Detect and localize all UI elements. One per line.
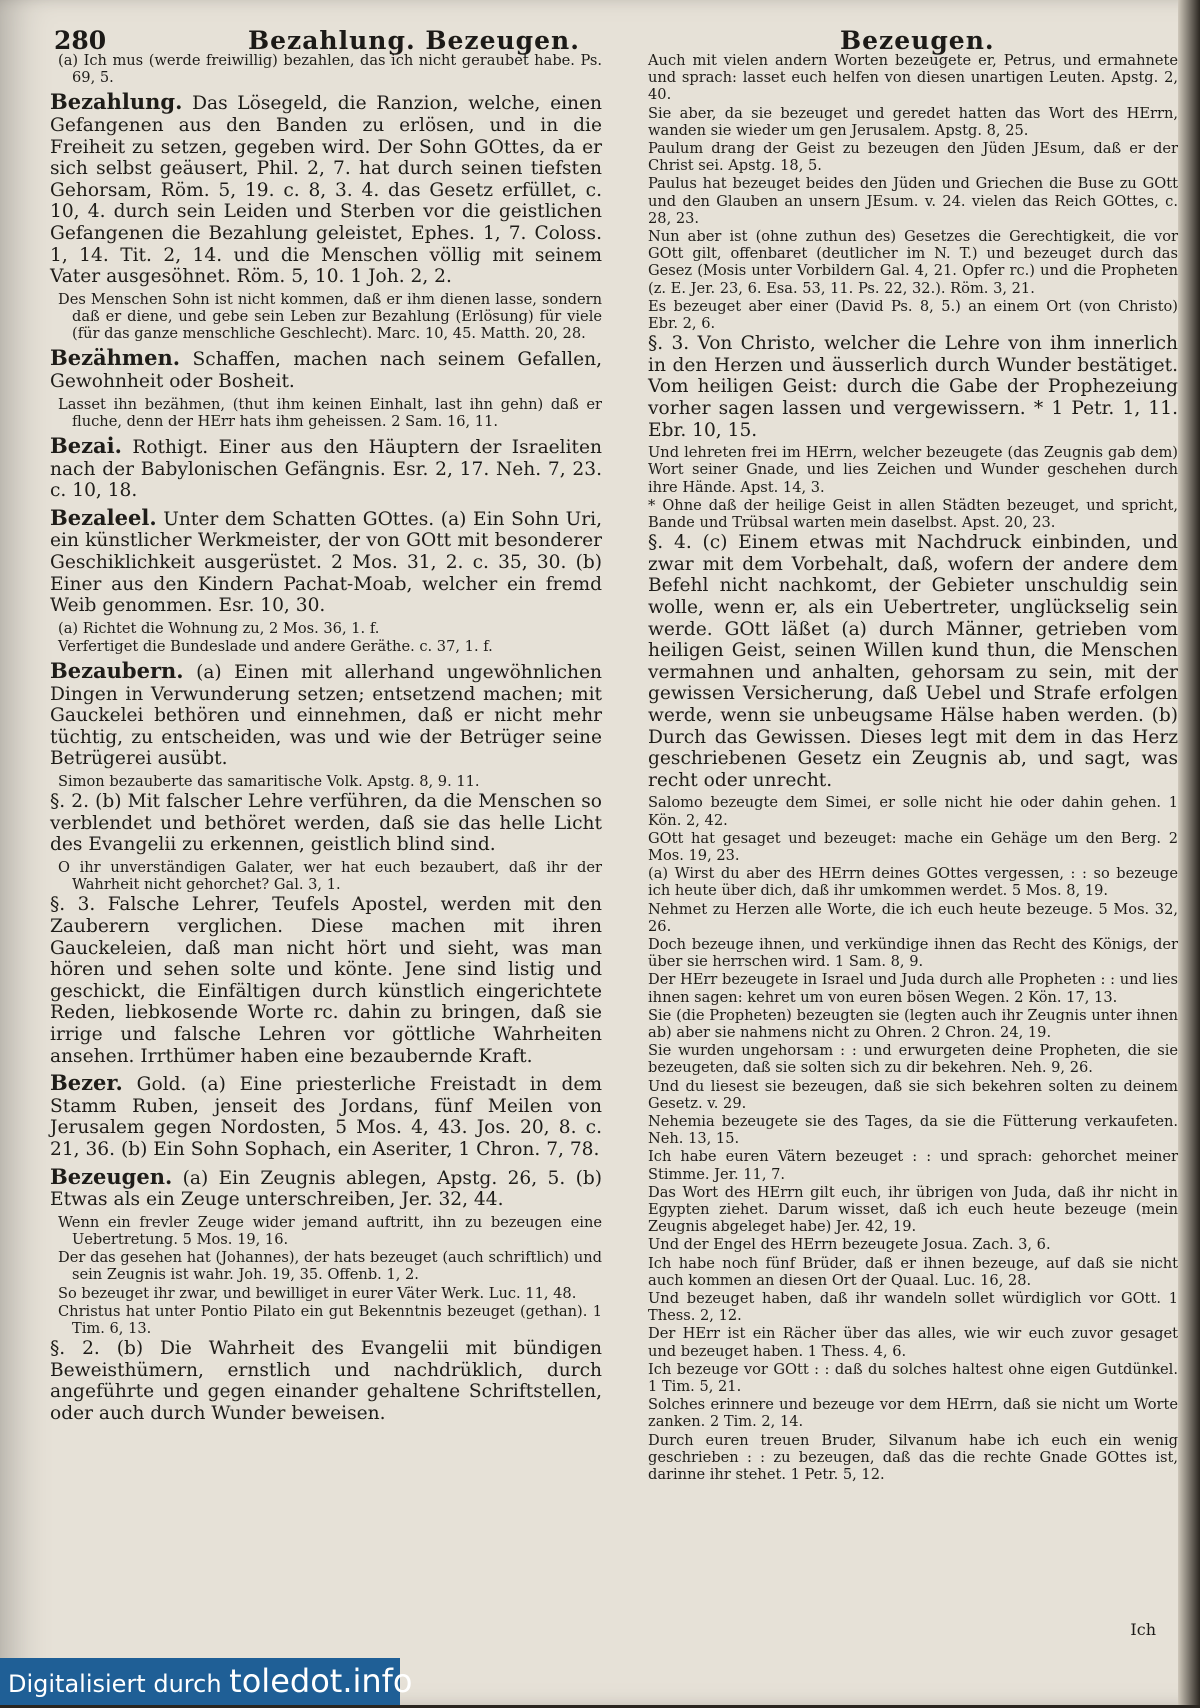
- entry-definition: Unter dem Schatten GOttes. (a) Ein Sohn Uri, ein künstlicher Werkmeister, der von GOtt mit besonderer Geschiklichkeit ausgerüstet. 2 Mos. 31, 2. c. 35, 30. (b) Einer aus den Kindern Pachat-Moab, welcher ein fremd Weib genommen. Esr. 10, 30.: [50, 508, 602, 617]
- dictionary-entry: [50, 660, 602, 770]
- dictionary-entry: [50, 347, 602, 392]
- scripture-citation: Wenn ein frevler Zeuge wider jemand auftritt, ihn zu bezeugen eine Uebertretung. 5 Mos. 19, 16.: [58, 1213, 602, 1248]
- scripture-citation: Simon bezauberte das samaritische Volk. Apstg. 8, 9. 11.: [58, 773, 480, 791]
- section-paragraph: §. 3. Von Christo, welcher die Lehre von ihm innerlich in den Herzen und äusserlich durch Wunder bestätiget. Vom heiligen Geist: durch die Gabe der Prophezeiung vorher sagen lassen und vergewissern. * 1 Petr. 1, 11. Ebr. 10, 15.: [648, 333, 1178, 441]
- page-edge-shadow: [1178, 0, 1200, 1705]
- section-paragraph: §. 2. (b) Die Wahrheit des Evangelii mit bündigen Beweisthümern, ernstlich und nachdrüklich, durch angeführte und gegen einander gehaltene Schriftstellen, oder auch durch Wunder beweisen.: [50, 1338, 602, 1424]
- entry-headword: Bezaleel.: [50, 504, 157, 530]
- dictionary-entry: [50, 1072, 602, 1160]
- scripture-citation: Lasset ihn bezähmen, (thut ihm keinen Einhalt, last ihn gehn) daß er fluche, denn der HErr hats ihm geheissen. 2 Sam. 16, 11.: [58, 395, 602, 430]
- scripture-citation: Doch bezeuge ihnen, und verkündige ihnen das Recht des Königs, der über sie herrschen wird. 1 Sam. 8, 9.: [648, 935, 1178, 971]
- scripture-citation: Paulum drang der Geist zu bezeugen den Jüden JEsum, daß er der Christ sei. Apstg. 18, 5.: [648, 140, 1178, 175]
- running-head-left: Bezahlung. Bezeugen.: [248, 26, 580, 55]
- scripture-citation: Auch mit vielen andern Worten bezeugete er, Petrus, und ermahnete und sprach: lasset euch helfen von diesen unartigen Leuten. Apstg. 2, 40.: [648, 52, 1178, 104]
- scripture-citation: Das Wort des HErrn gilt euch, ihr übrigen von Juda, daß ihr nicht in Egypten ziehet. Darum wisset, daß ich euch heute bezeuge (mein Zeugnis abgeleget habe) Jer. 42, 19.: [648, 1183, 1178, 1236]
- scripture-citation: Sie aber, da sie bezeuget und geredet hatten das Wort des HErrn, wanden sie wieder um gen Jerusalem. Apstg. 8, 25.: [648, 104, 1178, 139]
- scripture-citation: Verfertiget die Bundeslade und andere Geräthe. c. 37, 1. f.: [58, 637, 493, 655]
- scripture-citation: Nehemia bezeugete sie des Tages, da sie die Fütterung verkaufeten. Neh. 13, 15.: [648, 1113, 1178, 1148]
- scripture-citation: Nehmet zu Herzen alle Worte, die ich euch heute bezeuge. 5 Mos. 32, 26.: [648, 900, 1178, 935]
- section-paragraph: §. 3. Falsche Lehrer, Teufels Apostel, werden mit den Zauberern verglichen. Diese machen mit ihren Gauckeleien, daß man nicht hört und sieht, was man hören und sehen solte und könte. Jene sind listig und geschickt, die Einfältigen durch künstlich eingerichtete Reden, liebkosende Worte rc. dahin zu bringen, daß sie irrige und falsche Lehren vor göttliche Wahrheiten ansehen. Irrthümer haben eine bezaubernde Kraft.: [50, 894, 602, 1067]
- dictionary-entry: [50, 1163, 602, 1211]
- scripture-citation: Durch euren treuen Bruder, Silvanum habe ich euch ein wenig geschrieben : : zu bezeugen, daß das die rechte Gnade GOttes ist, darinne ihr stehet. 1 Petr. 5, 12.: [648, 1431, 1178, 1484]
- entry-headword: Bezahlung.: [50, 89, 183, 115]
- entry-definition: Rothigt. Einer aus den Häuptern der Israeliten nach der Babylonischen Gefängnis. Esr. 2, 17. Neh. 7, 23. c. 10, 18.: [50, 436, 602, 502]
- scripture-citation: Und du liesest sie bezeugen, daß sie sich bekehren solten zu deinem Gesetz. v. 29.: [648, 1077, 1178, 1112]
- left-column: [50, 52, 602, 1428]
- scripture-citation: Sie wurden ungehorsam : : und erwurgeten deine Propheten, die sie bezeugeten, daß sie solten sich zu dir bekehren. Neh. 9, 26.: [648, 1042, 1178, 1077]
- scripture-citation: Und der Engel des HErrn bezeugete Josua. Zach. 3, 6.: [648, 1236, 1051, 1254]
- entry-headword: Bezer.: [50, 1070, 123, 1096]
- entry-definition: Gold. (a) Eine priesterliche Freistadt in dem Stamm Ruben, jenseit des Jordans, fünf Meilen von Jerusalem gegen Nordosten, 5 Mos. 4, 43. Jos. 20, 8. c. 21, 36. (b) Ein Sohn Sophach, ein Aseriter, 1 Chron. 7, 78.: [50, 1074, 602, 1160]
- scripture-citation: Der HErr ist ein Rächer über das alles, wie wir euch zuvor gesaget und bezeuget haben. 1 Thess. 4, 6.: [648, 1325, 1178, 1360]
- scripture-citation: Ich bezeuge vor GOtt : : daß du solches haltest ohne eigen Gutdünkel. 1 Tim. 5, 21.: [648, 1360, 1178, 1396]
- running-head-right: Bezeugen.: [840, 26, 995, 55]
- scripture-citation: (a) Ich mus (werde freiwillig) bezahlen, das ich nicht geraubet habe. Ps. 69, 5.: [58, 52, 602, 87]
- digitization-banner[interactable]: [0, 1658, 413, 1705]
- dictionary-entry: [50, 504, 602, 617]
- scripture-citation: GOtt hat gesaget und bezeuget: mache ein Gehäge um den Berg. 2 Mos. 19, 23.: [648, 829, 1178, 864]
- section-paragraph: §. 4. (c) Einem etwas mit Nachdruck einbinden, und zwar mit dem Vorbehalt, daß, wofern der andere dem Befehl nicht nachkomt, der Gebieter unschuldig sein wolle, wenn er, als ein Uebertreter, unglückselig sein werde. GOtt läßet (a) durch Männer, getrieben vom heiligen Geist, seinen Willen kund thun, die Menschen vermahnen und anhalten, gehorsam zu sein, mit der gewissen Versicherung, daß Uebel und Strafe erfolgen werde, wenn sie unbeugsame Hälse haben werden. (b) Durch das Gewissen. Dieses legt mit dem in das Herz geschriebenen Gesetz ein Zeugnis ab, und sagt, was recht oder unrecht.: [648, 532, 1178, 791]
- scripture-citation: Des Menschen Sohn ist nicht kommen, daß er ihm dienen lasse, sondern daß er diene, und gebe sein Leben zur Bezahlung (Erlösung) für viele (für das ganze menschliche Geschlecht). Marc. 10, 45. Matth. 20, 28.: [58, 290, 602, 343]
- scripture-citation: Christus hat unter Pontio Pilato ein gut Bekenntnis bezeuget (gethan). 1 Tim. 6, 13.: [58, 1302, 602, 1337]
- entry-definition: Schaffen, machen nach seinem Gefallen, Gewohnheit oder Bosheit.: [50, 349, 602, 392]
- entry-headword: Bezeugen.: [50, 1163, 173, 1189]
- scripture-citation: Sie (die Propheten) bezeugten sie (legten auch ihr Zeugnis unter ihnen ab) aber sie nahmens nicht zu Ohren. 2 Chron. 24, 19.: [648, 1006, 1178, 1041]
- scripture-citation: Salomo bezeugte dem Simei, er solle nicht hie oder dahin gehen. 1 Kön. 2, 42.: [648, 794, 1178, 829]
- dictionary-entry: [50, 91, 602, 287]
- scripture-citation: Und lehreten frei im HErrn, welcher bezeugete (das Zeugnis gab dem) Wort seiner Gnade, und lies Zeichen und Wunder geschehen durch ihre Hände. Apst. 14, 3.: [648, 444, 1178, 496]
- scripture-citation: (a) Richtet die Wohnung zu, 2 Mos. 36, 1. f.: [58, 619, 380, 637]
- scripture-citation: Es bezeuget aber einer (David Ps. 8, 5.) an einem Ort (von Christo) Ebr. 2, 6.: [648, 297, 1178, 333]
- entry-headword: Bezai.: [50, 432, 122, 458]
- scripture-citation: O ihr unverständigen Galater, wer hat euch bezaubert, daß ihr der Wahrheit nicht gehorchet? Gal. 3, 1.: [58, 859, 602, 894]
- scripture-citation: Der das gesehen hat (Johannes), der hats bezeuget (auch schriftlich) und sein Zeugnis ist wahr. Joh. 19, 35. Offenb. 1, 2.: [58, 1249, 602, 1284]
- scripture-citation: Paulus hat bezeuget beides den Jüden und Griechen die Buse zu GOtt und den Glauben an unsern JEsum. v. 24. vielen das Reich GOttes, c. 28, 23.: [648, 175, 1178, 227]
- banner-site-name: toledot.info: [229, 1662, 413, 1700]
- entry-headword: Bezaubern.: [50, 658, 184, 684]
- scripture-citation: Und bezeuget haben, daß ihr wandeln sollet würdiglich vor GOtt. 1 Thess. 2, 12.: [648, 1290, 1178, 1325]
- entry-definition: (a) Ein Zeugnis ablegen, Apstg. 26, 5. (b) Etwas als ein Zeuge unterschreiben, Jer. 32, 44.: [50, 1167, 602, 1211]
- scripture-citation: Solches erinnere und bezeuge vor dem HErrn, daß sie nicht um Worte zanken. 2 Tim. 2, 14.: [648, 1396, 1178, 1431]
- scripture-citation: (a) Wirst du aber des HErrn deines GOttes vergessen, : : so bezeuge ich heute über dich, daß ihr umkommen werdet. 5 Mos. 8, 19.: [648, 865, 1178, 900]
- scripture-citation: Ich habe noch fünf Brüder, daß er ihnen bezeuge, auf daß sie nicht auch kommen an diesen Ort der Quaal. Luc. 16, 28.: [648, 1254, 1178, 1289]
- scripture-citation: * Ohne daß der heilige Geist in allen Städten bezeuget, und spricht, Bande und Trübsal warten mein daselbst. Apst. 20, 23.: [648, 496, 1178, 532]
- catchword: Ich: [1130, 1620, 1156, 1639]
- banner-prefix: Digitalisiert durch: [8, 1670, 230, 1698]
- section-paragraph: §. 2. (b) Mit falscher Lehre verführen, da die Menschen so verblendet und bethöret werden, daß sie das helle Licht des Evangelii zu erkennen, geistlich blind sind.: [50, 791, 602, 856]
- scripture-citation: Ich habe euren Vätern bezeuget : : und sprach: gehorchet meiner Stimme. Jer. 11, 7.: [648, 1148, 1178, 1183]
- right-column: [648, 52, 1178, 1484]
- entry-definition: Das Lösegeld, die Ranzion, welche, einen Gefangenen aus den Banden zu erlösen, und in die Freiheit zu setzen, gegeben wird. Der Sohn GOttes, da er sich selbst geäusert, Phil. 2, 7. hat durch seinen tiefsten Gehorsam, Röm. 5, 19. c. 8, 3. 4. das Gesetz erfüllet, c. 10, 4. durch sein Leiden und Sterben vor die geistlichen Gefangenen die Bezahlung geleistet, Ephes. 1, 7. Coloss. 1, 14. Tit. 2, 14. und die Menschen völlig mit seinem Vater ausgesöhnet. Röm. 5, 10. 1 Joh. 2, 2.: [50, 93, 602, 288]
- scripture-citation: So bezeuget ihr zwar, und bewilliget in eurer Väter Werk. Luc. 11, 48.: [58, 1284, 577, 1302]
- scripture-citation: Nun aber ist (ohne zuthun des) Gesetzes die Gerechtigkeit, die vor GOtt gilt, offenbaret (deutlicher im N. T.) und bezeuget durch das Gesez (Mosis unter Vorbildern Gal. 4, 21. Opfer rc.) und die Propheten (z. E. Jer. 23, 6. Esa. 53, 11. Ps. 22, 32.). Röm. 3, 21.: [648, 228, 1178, 297]
- page-number: 280: [54, 26, 107, 55]
- dictionary-entry: [50, 432, 602, 502]
- entry-definition: (a) Einen mit allerhand ungewöhnlichen Dingen in Verwunderung setzen; entsetzend machen; mit Gauckelei bethören und einnehmen, daß er nicht mehr tüchtig, zu entscheiden, was und wie der Betrüger seine Betrügerei ausübt.: [50, 662, 602, 770]
- scripture-citation: Der HErr bezeugete in Israel und Juda durch alle Propheten : : und lies ihnen sagen: kehret um von euren bösen Wegen. 2 Kön. 17, 13.: [648, 971, 1178, 1006]
- entry-headword: Bezähmen.: [50, 345, 181, 371]
